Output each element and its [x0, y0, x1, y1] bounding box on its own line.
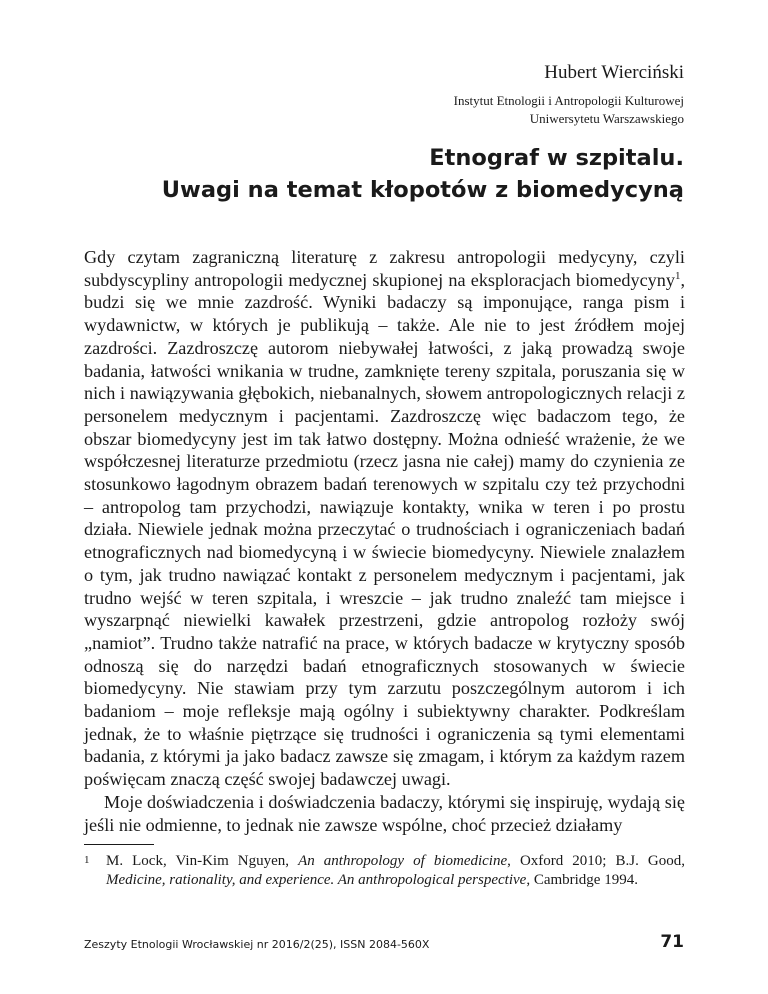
paragraph-1-text-b: , budzi się we mnie zazdrość. Wyniki badaczy są imponujące, ranga pism i wydawnictw, w których je publikują – także. Ale nie to jest źródłem mojej zazdrości. Zazdroszczę autorom niebywałej łatwości, z jaką prowadzą swoje badania, łatwości wnikania w trudne, zamknięte tereny szpitala, poruszania się w nich i nawiązywania głębokich, niebanalnych, słowem antropologicznych relacji z personelem medycznym i pacjentami. Zazdroszczę więc badaczom tego, że obszar biomedycyny jest im tak łatwo dostępny. Można odnieść wrażenie, że we współczesnej literaturze przedmiotu (rzecz jasna nie całej) mamy do czynienia ze stosunkowo łagodnym obrazem badań terenowych w szpitalu czy też przychodni – antropolog tam przychodzi, nawiązuje kontakty, wnika w teren i po prostu działa. Niewiele jednak można przeczytać o trudnościach i ograniczeniach badań etnograficznych nad biomedycyną i w świecie biomedycyny. Niewiele znalazłem o tym, jak trudno nawiązać kontakt z personelem medycznym i pacjentami, jak trudno wejść w teren szpitala, i wreszcie – jak trudno znaleźć tam miejsce i wyszarpnąć niewielki kawałek przestrzeni, gdzie antropolog rozłoży swój „namiot”. Trudno także natrafić na prace, w których badacze w krytyczny sposób odnoszą się do narzędzi badań etnograficznych stosowanych w świecie biomedycyny. Nie stawiam przy tym zarzutu poszczególnym autorom i ich badaniom – moje refleksje mają ogólny i subiektywny charakter. Podkreślam jednak, że to właśnie piętrzące się trudności i ograniczenia są tymi elementami badania, z którymi ja jako badacz zawsze się zmagam, i którym za każdym razem poświęcam znaczą część swojej badawczej uwagi.	[84, 269, 685, 790]
footnote-divider	[84, 844, 154, 845]
footnote-text	[106, 852, 685, 889]
footnote-rest-2: , Cambridge 1994.	[526, 871, 638, 888]
footnote-title-1: An anthropology of biomedicine	[298, 853, 508, 869]
footnote-reference[interactable]: 1	[674, 269, 681, 282]
footnote-authors-1: M. Lock, Vin-Kim Nguyen,	[106, 853, 299, 869]
affiliation-line-2: Uniwersytetu Warszawskiego	[529, 111, 684, 126]
paragraph-2: Moje doświadczenia i doświadczenia badaczy, którymi się inspiruję, wydają się jeśli nie odmienne, to jednak nie zawsze wspólne, choć przecież działamy	[84, 791, 685, 835]
journal-citation: Zeszyty Etnologii Wrocławskiej nr 2016/2(25), ISSN 2084-560X	[84, 938, 430, 951]
affiliation-line-1: Instytut Etnologii i Antropologii Kulturowej	[453, 93, 684, 108]
footnote	[84, 852, 685, 889]
footnote-number: 1	[84, 854, 90, 866]
title-line-2: Uwagi na temat kłopotów z biomedycyną	[161, 177, 684, 203]
author-affiliation	[454, 92, 684, 128]
footnote-title-2: Medicine, rationality, and experience. An anthropological perspective	[106, 871, 527, 888]
paragraph-1	[84, 246, 685, 791]
paragraph-1-text-a: Gdy czytam zagraniczną literaturę z zakresu antropologii medycyny, czyli subdyscypliny antropologii medycznej skupionej na eksploracjach biomedycyny	[84, 247, 685, 290]
article-title	[84, 142, 684, 206]
author-name: Hubert Wierciński	[544, 62, 684, 83]
footnote-rest-1: , Oxford 2010; B.J. Good,	[507, 853, 685, 869]
page-number: 71	[660, 932, 684, 952]
title-line-1: Etnograf w szpitalu.	[429, 145, 684, 171]
article-body	[84, 246, 685, 836]
